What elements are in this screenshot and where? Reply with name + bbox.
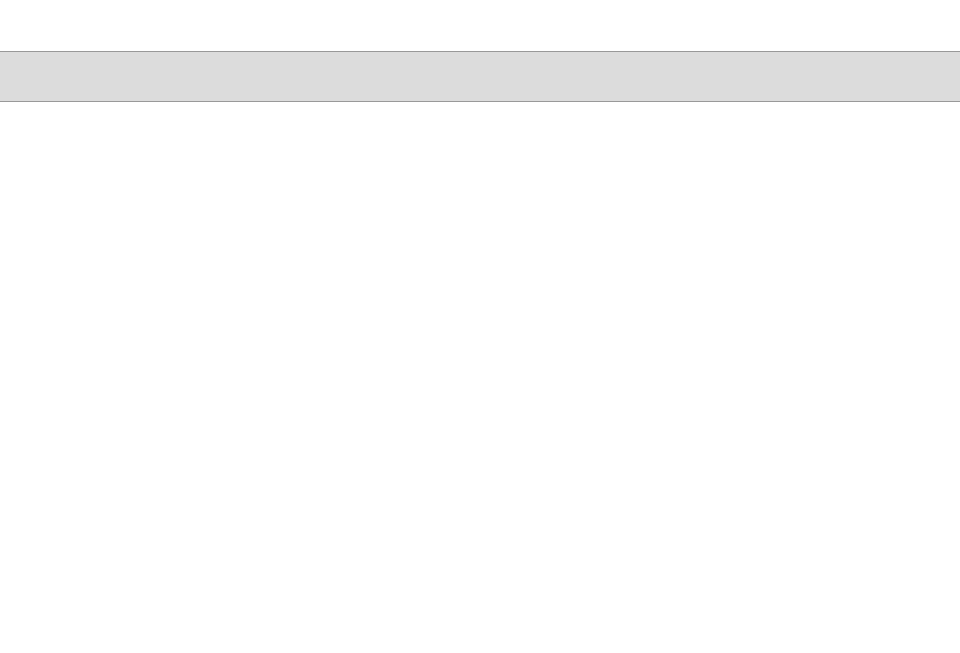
- table-header: [0, 51, 960, 102]
